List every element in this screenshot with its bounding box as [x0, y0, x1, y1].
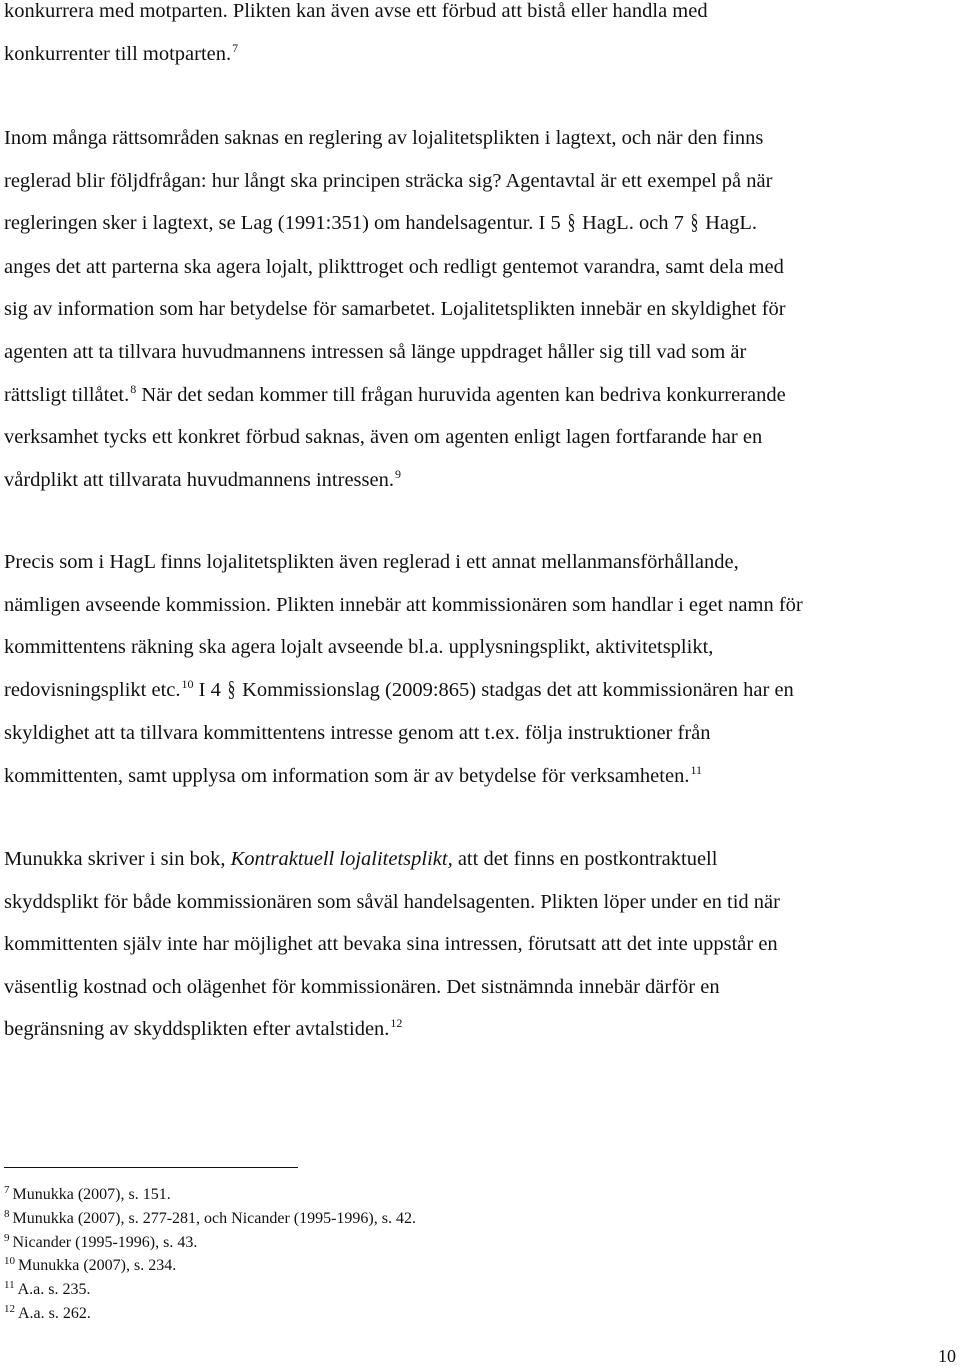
- text-line: konkurrera med motparten. Plikten kan även avse ett förbud att bistå eller handla med: [4, 0, 708, 22]
- text-line: agenten att ta tillvara huvudmannens intressen så länge uppdraget håller sig till vad som är: [4, 340, 747, 363]
- text-line: skyldighet att ta tillvara kommittentens intresse genom att t.ex. följa instruktioner från: [4, 722, 711, 745]
- paragraph-continuation: [4, 0, 956, 75]
- footnote-ref-9[interactable]: 9: [394, 466, 401, 481]
- text-line: kommittenten själv inte har möjlighet att bevaka sina intressen, förutsatt att det inte uppstår en: [4, 933, 778, 956]
- footnotes: [4, 1183, 704, 1326]
- text-line: sig av information som har betydelse för samarbetet. Lojalitetsplikten innebär en skyldighet för: [4, 298, 786, 321]
- text-line: begränsning av skyddsplikten efter avtalstiden.$^{12}$: [4, 1016, 403, 1041]
- footnote-item: $^9$ Nicander (1995-1996), s. 43.: [4, 1231, 198, 1251]
- paragraph-commission: [4, 541, 956, 798]
- text-line: konkurrenter till motparten.$^7$: [4, 40, 239, 65]
- footnote-item: $^8$ Munukka (2007), s. 277-281, och Nicander (1995-1996), s. 42.: [4, 1207, 416, 1227]
- footnote-separator: [4, 1167, 298, 1168]
- text-line: kommittentens räkning ska agera lojalt avseende bl.a. upplysningsplikt, aktivitetsplikt,: [4, 636, 714, 659]
- text-line: Precis som i HagL finns lojalitetsplikten även reglerad i ett annat mellanmansförhållande,: [4, 551, 739, 573]
- text-line: anges det att parterna ska agera lojalt, plikttroget och redligt gentemot varandra, samt dela med: [4, 255, 784, 278]
- footnote-ref-12[interactable]: 12: [390, 1016, 403, 1031]
- footnote-item: $^7$ Munukka (2007), s. 151.: [4, 1184, 171, 1203]
- footnote-item: $^{11}$ A.a. s. 235.: [4, 1279, 91, 1299]
- footnote-ref-10[interactable]: 10: [181, 676, 194, 691]
- text-line: nämligen avseende kommission. Plikten innebär att kommissionären som handlar i eget namn för: [4, 593, 803, 616]
- paragraph-munukka: [4, 838, 956, 1051]
- text-line: kommittenten, samt upplysa om information som är av betydelse för verksamheten.$^{11}$: [4, 762, 703, 787]
- section-sign-icon: §: [567, 209, 576, 235]
- footnote-ref-11[interactable]: 11: [690, 762, 703, 777]
- text-line: verksamhet tycks ett konkret förbud saknas, även om agenten enligt lagen fortfarande har en: [4, 426, 763, 449]
- section-sign-icon: §: [690, 209, 699, 235]
- footnote-item: $^{10}$ Munukka (2007), s. 234.: [4, 1255, 177, 1275]
- footnote-ref-8[interactable]: 8: [130, 381, 137, 396]
- book-title: Kontraktuell lojalitetsplikt,: [230, 848, 453, 870]
- text-line: regleringen sker i lagtext, se Lag (1991:351) om handelsagentur. I 5 § HagL. och 7 § HagL.: [4, 202, 956, 246]
- paragraph-agency: [4, 117, 956, 501]
- footnote-item: $^{12}$ A.a. s. 262.: [4, 1302, 91, 1322]
- text-line: skyddsplikt för både kommissionären som såväl handelsagenten. Plikten löper under en tid när: [4, 890, 780, 913]
- section-sign-icon: §: [227, 675, 236, 701]
- text-line: väsentlig kostnad och olägenhet för kommissionären. Det sistnämnda innebär därför en: [4, 975, 720, 998]
- text-line: vårdplikt att tillvarata huvudmannens intressen.$^9$: [4, 466, 401, 491]
- text-line: reglerad blir följdfrågan: hur långt ska principen sträcka sig? Agentavtal är ett exempel på när: [4, 169, 773, 192]
- text-line: redovisningsplikt etc.$^{10}$ I 4 § Kommissionslag (2009:865) stadgas det att kommissionären har en: [4, 669, 956, 713]
- footnote-ref-7[interactable]: 7: [232, 40, 239, 55]
- text-line: Inom många rättsområden saknas en reglering av lojalitetsplikten i lagtext, och när den finns: [4, 127, 764, 149]
- text-line: Munukka skriver i sin bok, Kontraktuell lojalitetsplikt, att det finns en postkontraktuell: [4, 848, 718, 870]
- text-line: rättsligt tillåtet.$^8$ När det sedan kommer till frågan huruvida agenten kan bedriva konkurrerande: [4, 381, 786, 406]
- page-number: 10: [938, 1346, 956, 1366]
